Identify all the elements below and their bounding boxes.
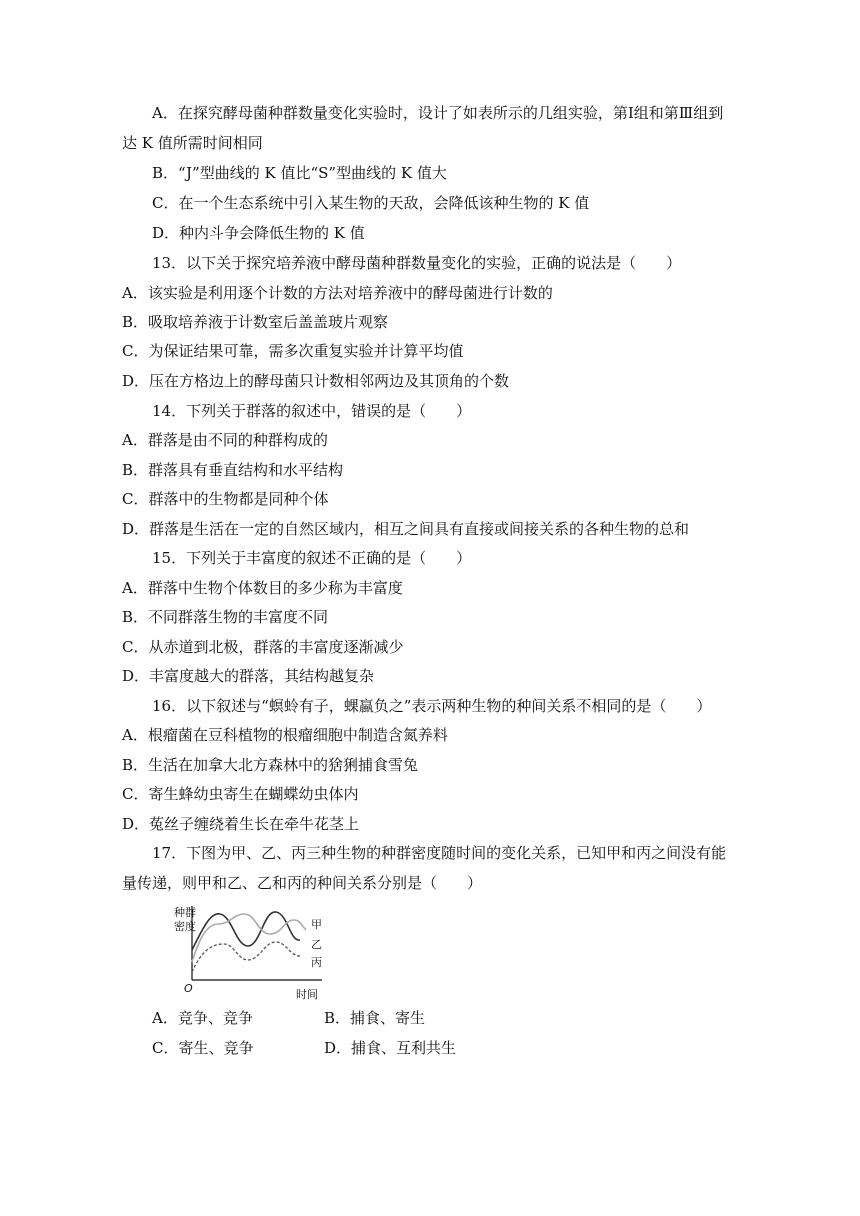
q12-option-c: C．在一个生态系统中引入某生物的天敌，会降低该种生物的 K 值 xyxy=(152,194,590,212)
q16-option-b: B．生活在加拿大北方森林中的猞猁捕食雪兔 xyxy=(122,756,419,774)
series-label-jia: 甲 xyxy=(311,918,322,931)
question-14: 14．下列关于群落的叙述中，错误的是（ ） xyxy=(152,402,472,420)
q13-option-b: B．吸取培养液于计数室后盖盖玻片观察 xyxy=(122,313,389,331)
q13-option-c: C．为保证结果可靠，需多次重复实验并计算平均值 xyxy=(122,342,464,360)
question-13: 13．以下关于探究培养液中酵母菌种群数量变化的实验，正确的说法是（ ） xyxy=(152,254,682,272)
y-axis-label-line-1: 种群 xyxy=(174,906,196,919)
q12-option-a-continued: 达 K 值所需时间相同 xyxy=(122,134,263,152)
curve-yi xyxy=(192,914,306,962)
series-label-yi: 乙 xyxy=(311,938,322,951)
q16-option-c: C．寄生蜂幼虫寄生在蝴蝶幼虫体内 xyxy=(122,785,359,803)
q13-option-a: A．该实验是利用逐个计数的方法对培养液中的酵母菌进行计数的 xyxy=(122,284,553,302)
question-17: 17．下图为甲、乙、丙三种生物的种群密度随时间的变化关系，已知甲和丙之间没有能 xyxy=(152,844,727,862)
question-17-continued: 量传递，则甲和乙、乙和丙的种间关系分别是（ ） xyxy=(122,874,483,892)
q17-option-a: A．竞争、竞争 xyxy=(152,1009,253,1027)
q14-option-c: C．群落中的生物都是同种个体 xyxy=(122,490,329,508)
population-density-graph xyxy=(172,902,332,1000)
q15-option-d: D．丰富度越大的群落，其结构越复杂 xyxy=(122,667,375,685)
question-15: 15．下列关于丰富度的叙述不正确的是（ ） xyxy=(152,549,472,567)
question-16: 16．以下叙述与“螟蛉有子，蜾蠃负之”表示两种生物的种间关系不相同的是（ ） xyxy=(152,697,712,715)
y-axis-label-line-2: 密度 xyxy=(174,920,196,933)
q16-option-a: A．根瘤菌在豆科植物的根瘤细胞中制造含氮养料 xyxy=(122,726,448,744)
q17-option-c: C．寄生、竞争 xyxy=(152,1039,254,1057)
origin-label: O xyxy=(184,982,193,995)
x-axis-label: 时间 xyxy=(296,988,318,1000)
q17-option-d: D．捕食、互利共生 xyxy=(324,1039,457,1057)
q13-option-d: D．压在方格边上的酵母菌只计数相邻两边及其顶角的个数 xyxy=(122,372,510,390)
population-density-figure xyxy=(172,902,332,1000)
q14-option-a: A．群落是由不同的种群构成的 xyxy=(122,431,328,449)
q15-option-c: C．从赤道到北极，群落的丰富度逐渐减少 xyxy=(122,638,404,656)
q15-option-b: B．不同群落生物的丰富度不同 xyxy=(122,608,329,626)
q12-option-d: D．种内斗争会降低生物的 K 值 xyxy=(152,224,365,242)
q14-option-d: D．群落是生活在一定的自然区域内，相互之间具有直接或间接关系的各种生物的总和 xyxy=(122,520,690,538)
q14-option-b: B．群落具有垂直结构和水平结构 xyxy=(122,461,344,479)
series-label-bing: 丙 xyxy=(311,956,322,969)
q12-option-b: B．“J”型曲线的 K 值比“S”型曲线的 K 值大 xyxy=(152,164,447,182)
q12-option-a: A．在探究酵母菌种群数量变化实验时，设计了如表所示的几组实验，第Ⅰ组和第Ⅲ组到 xyxy=(152,104,724,122)
q15-option-a: A．群落中生物个体数目的多少称为丰富度 xyxy=(122,579,403,597)
q17-option-b: B．捕食、寄生 xyxy=(324,1009,426,1027)
q16-option-d: D．菟丝子缠绕着生长在牵牛花茎上 xyxy=(122,815,360,833)
